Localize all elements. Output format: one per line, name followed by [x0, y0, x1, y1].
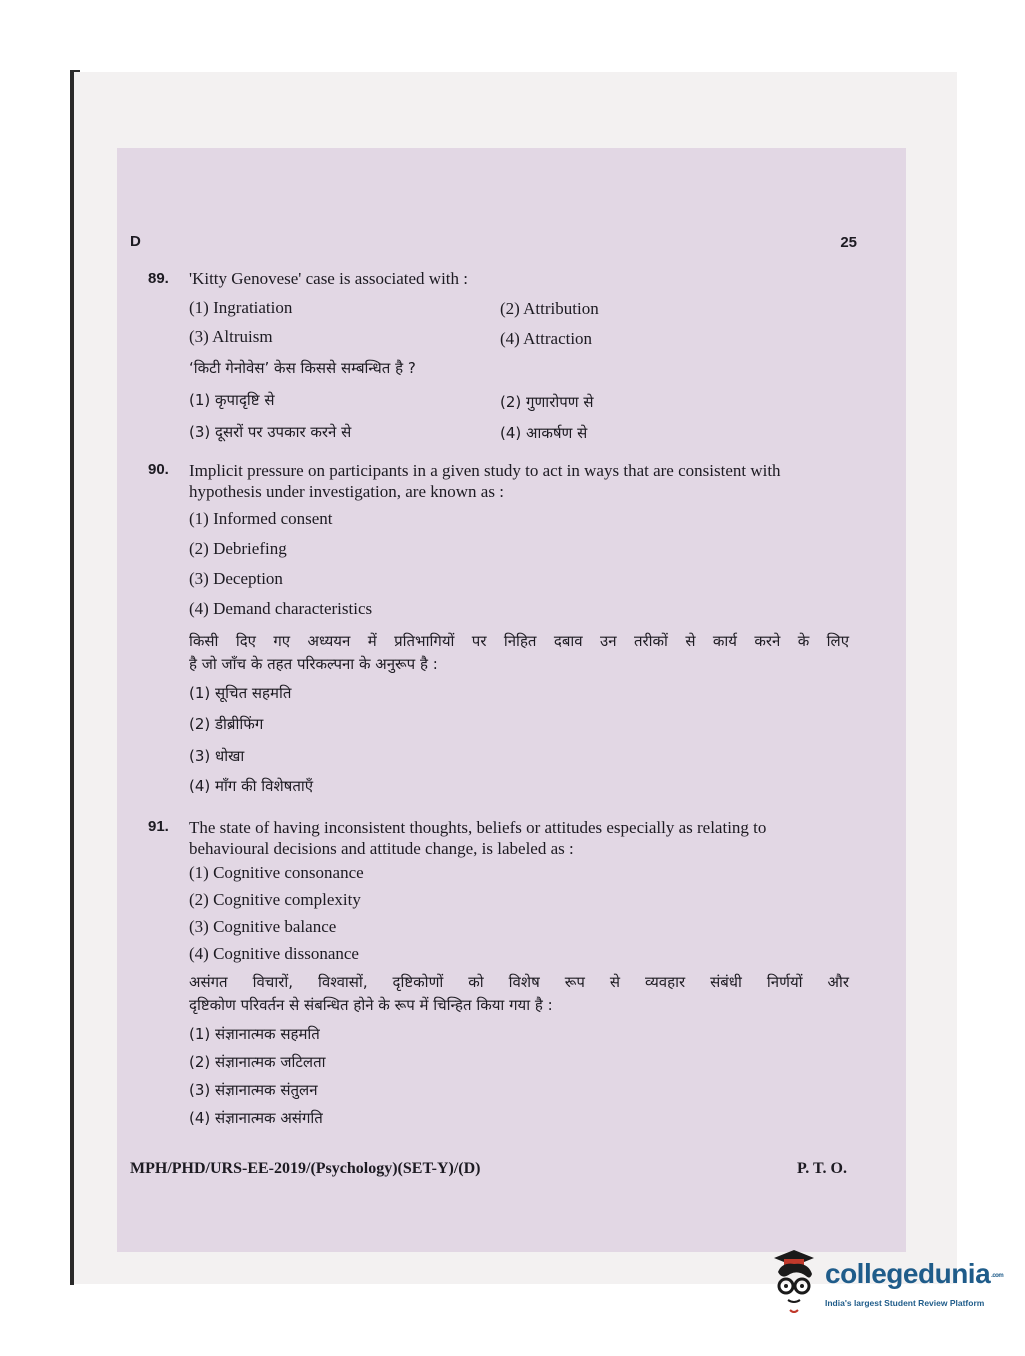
q90-option-3-hi: (3) धोखा: [189, 747, 245, 765]
page-number: 25: [840, 234, 857, 251]
question-91-stem-hi-line-1: असंगत विचारों, विश्वासों, दृष्टिकोणों को विशेष रूप से व्यवहार संबंधी निर्णयों और: [189, 973, 849, 991]
mascot-icon: [768, 1250, 824, 1318]
question-91-stem-hi: [189, 971, 849, 1017]
q91-option-4-en: (4) Cognitive dissonance: [189, 944, 359, 963]
question-91-stem-en-line-1: The state of having inconsistent thoughts, beliefs or attitudes especially as relating to: [189, 818, 767, 837]
question-89-stem-en: 'Kitty Genovese' case is associated with :: [189, 269, 468, 288]
q90-option-2-hi: (2) डीब्रीफिंग: [189, 715, 264, 733]
q89-option-1-en: (1) Ingratiation: [189, 298, 293, 317]
q90-option-3-en: (3) Deception: [189, 569, 283, 588]
q90-option-4-en: (4) Demand characteristics: [189, 599, 373, 618]
q90-option-2-en: (2) Debriefing: [189, 539, 287, 558]
q91-option-2-hi: (2) संज्ञानात्मक जटिलता: [189, 1053, 326, 1071]
q89-option-4-hi: (4) आकर्षण से: [500, 424, 588, 442]
brand-name: collegedunia.com: [825, 1258, 1004, 1289]
pto-label: P. T. O.: [797, 1160, 847, 1177]
q91-option-1-en: (1) Cognitive consonance: [189, 863, 364, 882]
question-91-number: 91.: [148, 818, 169, 835]
q89-option-3-en: (3) Altruism: [189, 327, 273, 346]
brand-suffix: .com: [991, 1272, 1004, 1279]
q91-option-3-en: (3) Cognitive balance: [189, 917, 337, 936]
q91-option-3-hi: (3) संज्ञानात्मक संतुलन: [189, 1081, 318, 1099]
q90-option-1-hi: (1) सूचित सहमति: [189, 684, 292, 702]
question-90-stem-en-line-2: hypothesis under investigation, are known as :: [189, 482, 504, 501]
q89-option-3-hi: (3) दूसरों पर उपकार करने से: [189, 423, 352, 441]
question-90-stem-hi-line-1: किसी दिए गए अध्ययन में प्रतिभागियों पर निहित दबाव उन तरीकों से कार्य करने के लिए: [189, 632, 849, 650]
q89-option-1-hi: (1) कृपादृष्टि से: [189, 391, 275, 409]
question-90-number: 90.: [148, 461, 169, 478]
question-89-number: 89.: [148, 270, 169, 287]
exam-code: MPH/PHD/URS-EE-2019/(Psychology)(SET-Y)/(D): [130, 1160, 481, 1177]
q90-option-4-hi: (4) माँग की विशेषताएँ: [189, 777, 314, 795]
question-89-stem-hi: ‘किटी गेनोवेस’ केस किससे सम्बन्धित है ?: [189, 359, 416, 377]
question-91-stem-hi-line-2: दृष्टिकोण परिवर्तन से संबन्धित होने के रूप में चिन्हित किया गया है :: [189, 996, 553, 1014]
q91-option-1-hi: (1) संज्ञानात्मक सहमति: [189, 1025, 320, 1043]
q89-option-2-hi: (2) गुणारोपण से: [500, 393, 594, 411]
question-90-stem-en-line-1: Implicit pressure on participants in a given study to act in ways that are consistent with: [189, 461, 781, 480]
q91-option-2-en: (2) Cognitive complexity: [189, 890, 361, 909]
brand-tagline: India's largest Student Review Platform: [825, 1298, 985, 1308]
q91-option-4-hi: (4) संज्ञानात्मक असंगति: [189, 1109, 323, 1127]
collegedunia-logo[interactable]: [768, 1250, 1004, 1318]
q89-option-4-en: (4) Attraction: [500, 329, 593, 348]
question-91-stem-en-line-2: behavioural decisions and attitude change, is labeled as :: [189, 839, 574, 858]
set-code: D: [130, 233, 141, 250]
q90-option-1-en: (1) Informed consent: [189, 509, 333, 528]
q89-option-2-en: (2) Attribution: [500, 299, 599, 318]
question-90-stem-hi: [189, 630, 849, 676]
question-90-stem-hi-line-2: है जो जाँच के तहत परिकल्पना के अनुरूप है :: [189, 655, 438, 673]
